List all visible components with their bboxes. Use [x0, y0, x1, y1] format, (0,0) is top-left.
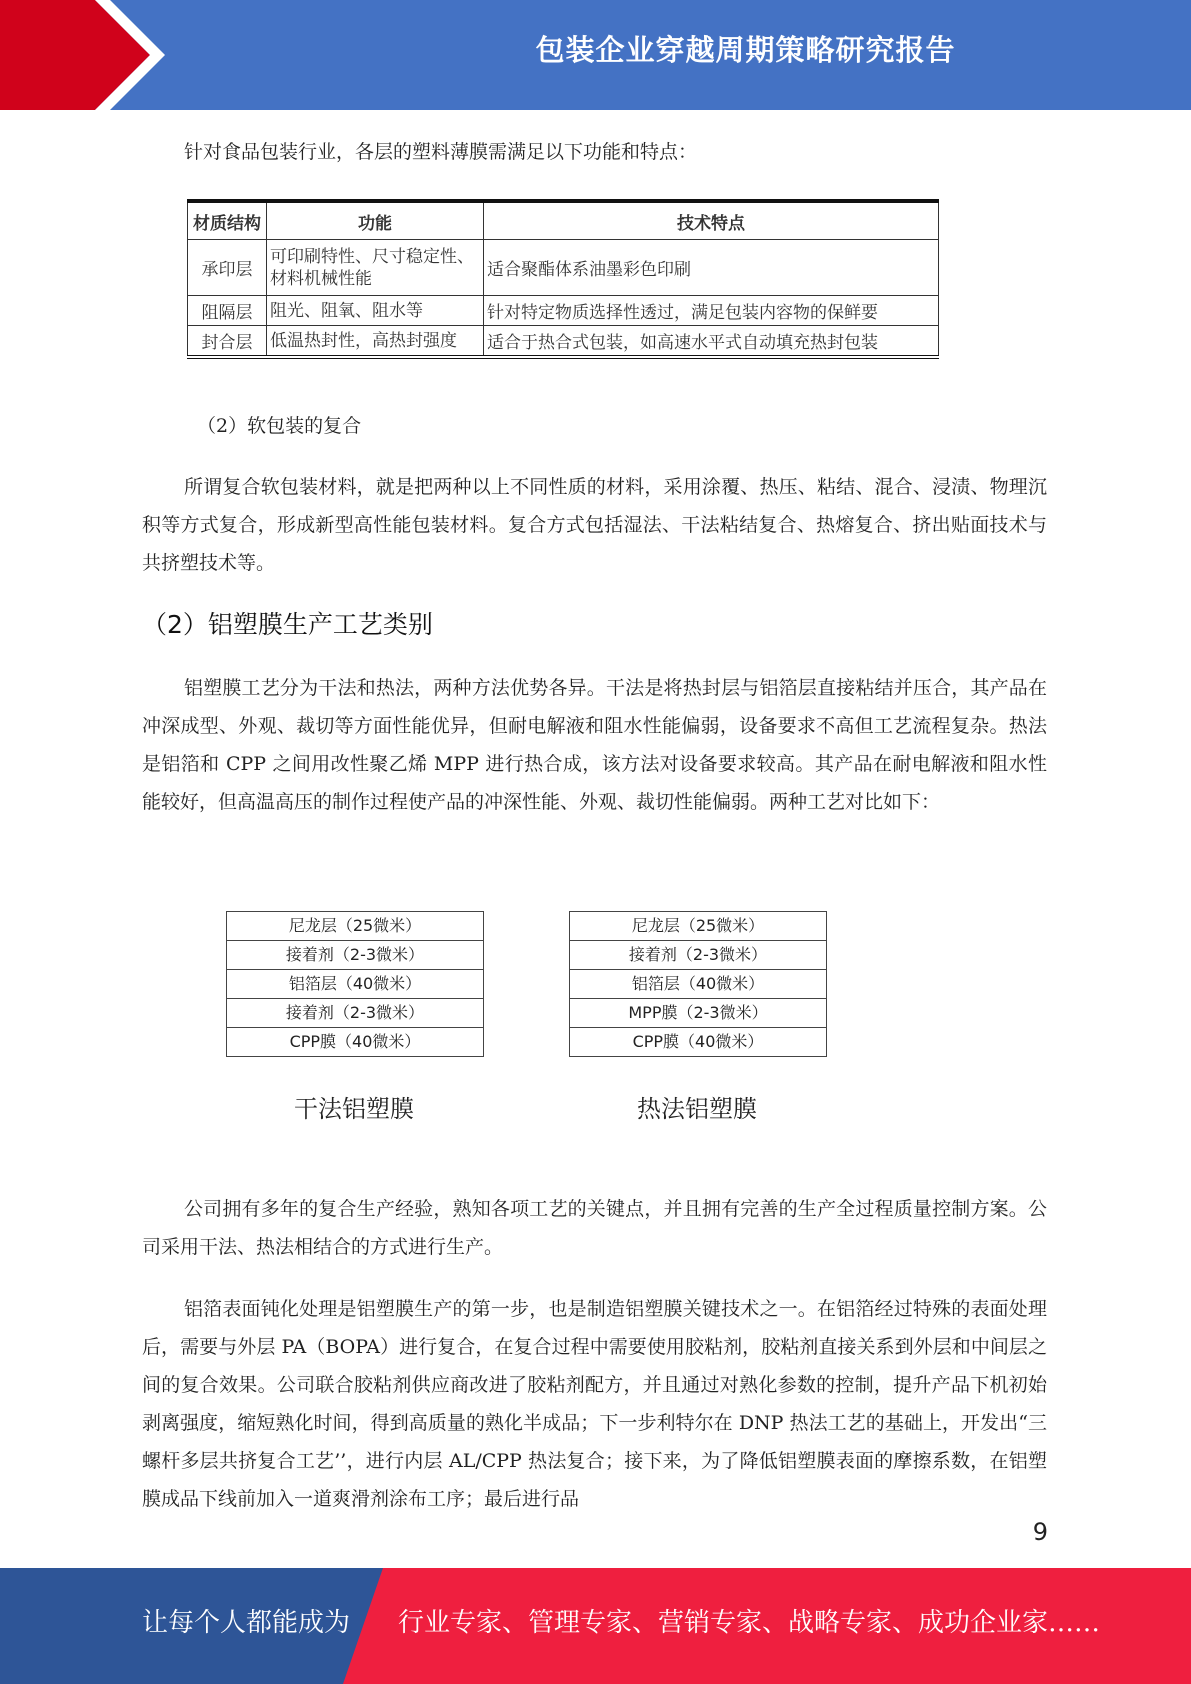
- paragraph-composite: 所谓复合软包装材料，就是把两种以上不同性质的材料，采用涂覆、热压、粘结、混合、浸渍、物理沉积等方式复合，形成新型高性能包装材料。复合方式包括湿法、干法粘结复合、热熔复合、挤出贴面技术与共挤塑技术等。: [142, 476, 1047, 574]
- layer-label: 接着剂（2-3微米）: [570, 941, 826, 970]
- sub-heading: （2）软包装的复合: [197, 415, 362, 437]
- table-cell: 可印刷特性、尺寸稳定性、材料机械性能: [267, 240, 484, 296]
- footer-slogan-left: 让每个人都能成为: [142, 1608, 351, 1638]
- table-row: [188, 240, 939, 296]
- table-cell: 阻隔层: [188, 296, 267, 326]
- table-header-cell: 功能: [267, 201, 484, 240]
- section-heading: （2）铝塑膜生产工艺类别: [142, 610, 433, 639]
- layer-label: CPP膜（40微米）: [289, 1032, 421, 1051]
- table-header-cell: 技术特点: [484, 201, 939, 240]
- header-banner: [0, 0, 1191, 110]
- layer-label: 铝箔层（40微米）: [227, 970, 483, 999]
- paragraph-company-experience: 公司拥有多年的复合生产经验，熟知各项工艺的关键点，并且拥有完善的生产全过程质量控制方案。公司采用干法、热法相结合的方式进行生产。: [142, 1198, 1047, 1258]
- layer-label: 铝箔层（40微米）: [570, 970, 826, 999]
- table-cell: 适合聚酯体系油墨彩色印刷: [484, 240, 939, 296]
- footer-banner: [0, 1568, 1191, 1684]
- hot-process-caption: 热法铝塑膜: [637, 1095, 757, 1123]
- table-cell: 适合于热合式包装，如高速水平式自动填充热封包装: [484, 326, 939, 358]
- layer-label: 尼龙层（25微米）: [570, 912, 826, 941]
- header-arrow-graphic: [0, 0, 300, 110]
- table-cell: 阻光、阻氧、阻水等: [267, 296, 484, 326]
- table-cell: 封合层: [188, 326, 267, 358]
- table-row: [188, 296, 939, 326]
- layer-label: 接着剂（2-3微米）: [227, 999, 483, 1028]
- table-cell: 低温热封性，高热封强度: [267, 326, 484, 358]
- footer-slogan-right: 行业专家、管理专家、营销专家、战略专家、成功企业家……: [398, 1608, 1101, 1638]
- layer-label: 尼龙层（25微米）: [227, 912, 483, 941]
- table-cell: 承印层: [188, 240, 267, 296]
- header-title: 包装企业穿越周期策略研究报告: [535, 33, 956, 67]
- layer-label: 接着剂（2-3微米）: [227, 941, 483, 970]
- hot-process-layer-stack: [569, 911, 827, 1057]
- dry-process-layer-stack: [226, 911, 484, 1057]
- dry-process-caption: 干法铝塑膜: [294, 1095, 414, 1123]
- layer-label: CPP膜（40微米）: [632, 1032, 764, 1051]
- page-number: 9: [1032, 1518, 1048, 1546]
- table-header-row: [188, 201, 939, 240]
- film-layer-table: [187, 199, 939, 359]
- paragraph-process: 铝塑膜工艺分为干法和热法，两种方法优势各异。干法是将热封层与铝箔层直接粘结并压合，其产品在冲深成型、外观、裁切等方面性能优异，但耐电解液和阻水性能偏弱，设备要求不高但工艺流程复杂。热法是铝箔和 CPP 之间用改性聚乙烯 MPP 进行热合成，该方法对设备要求较高。其产品在耐电解液和阻水性能较好，但高温高压的制作过程使产品的冲深性能、外观、裁切性能偏弱。两种工艺对比如下：: [142, 677, 1047, 813]
- table-cell: 针对特定物质选择性透过，满足包装内容物的保鲜要: [484, 296, 939, 326]
- layer-label: MPP膜（2-3微米）: [570, 999, 826, 1028]
- table-header-cell: 材质结构: [188, 201, 267, 240]
- table-row: [188, 326, 939, 358]
- intro-text: 针对食品包装行业，各层的塑料薄膜需满足以下功能和特点：: [184, 141, 698, 163]
- paragraph-passivation: 铝箔表面钝化处理是铝塑膜生产的第一步，也是制造铝塑膜关键技术之一。在铝箔经过特殊的表面处理后，需要与外层 PA（BOPA）进行复合，在复合过程中需要使用胶粘剂，胶粘剂直接关系到外层和中间层之间的复合效果。公司联合胶粘剂供应商改进了胶粘剂配方，并且通过对熟化参数的控制，提升产品下机初始剥离强度，缩短熟化时间，得到高质量的熟化半成品；下一步利特尔在 DNP 热法工艺的基础上，开发出“三螺杆多层共挤复合工艺’’，进行内层 AL/CPP 热法复合；接下来，为了降低铝塑膜表面的摩擦系数，在铝塑膜成品下线前加入一道爽滑剂涂布工序；最后进行品: [142, 1298, 1047, 1510]
